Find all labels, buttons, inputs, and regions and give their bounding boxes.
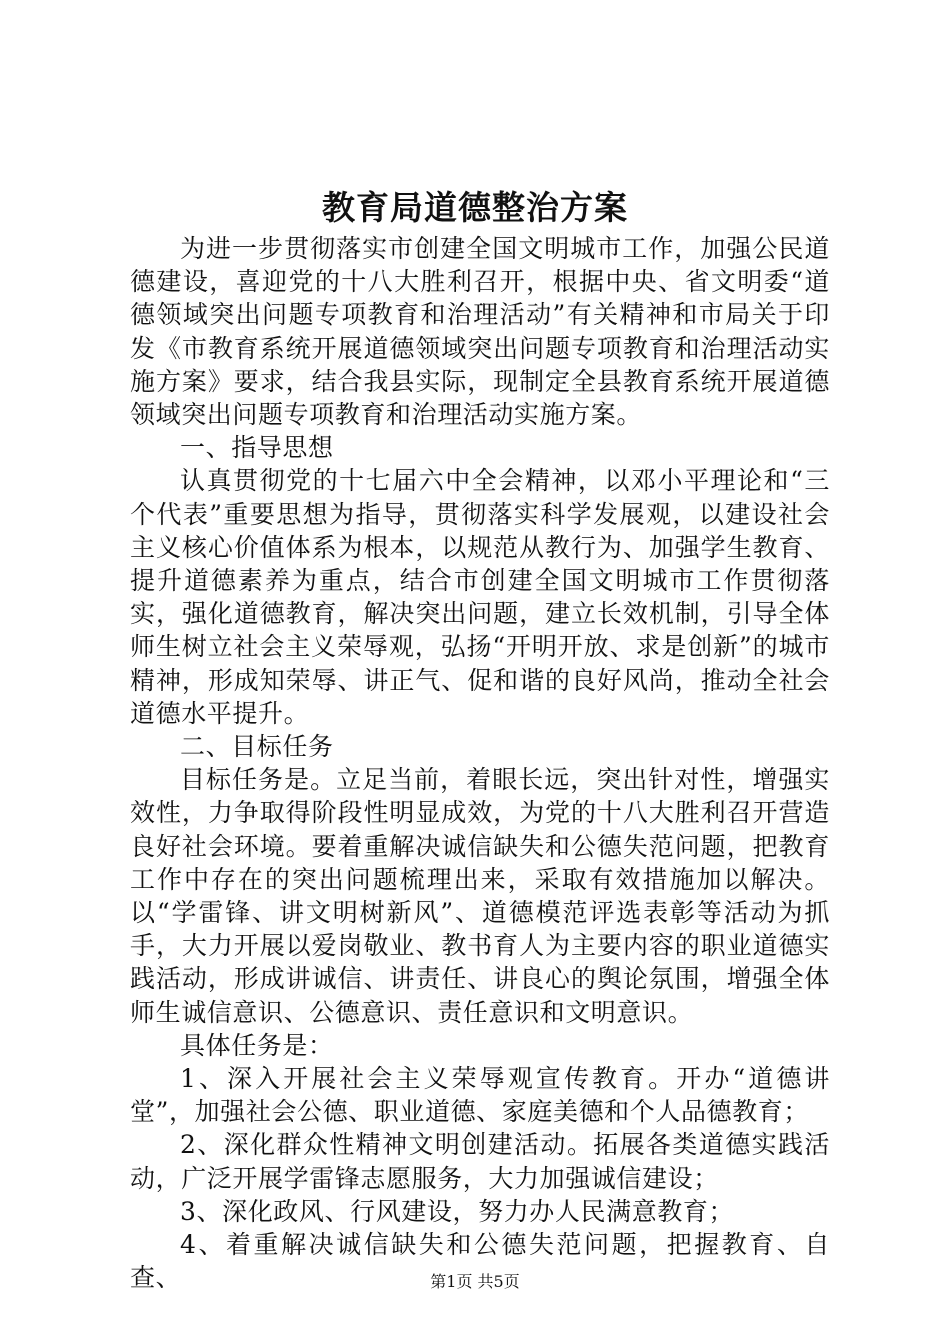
task-item-1: 1、深入开展社会主义荣辱观宣传教育。开办“道德讲堂”，加强社会公德、职业道德、家庭美德和个人品德教育； bbox=[130, 1064, 830, 1127]
specific-tasks-heading: 具体任务是： bbox=[180, 1030, 334, 1060]
task-item-4: 4、着重解决诚信缺失和公德失范问题，把握教育、自查、 bbox=[130, 1230, 830, 1293]
section-heading-goals-tasks: 二、目标任务 bbox=[180, 732, 334, 762]
document-title: 教育局道德整治方案 bbox=[322, 188, 628, 227]
section-heading-guiding-ideology: 一、指导思想 bbox=[180, 433, 334, 463]
intro-paragraph: 为进一步贯彻落实市创建全国文明城市工作，加强公民道德建设，喜迎党的十八大胜利召开，根据中央、省文明委“道德领域突出问题专项教育和治理活动”有关精神和市局关于印发《市教育系统开展道德领域突出问题专项教育和治理活动实施方案》要求，结合我县实际，现制定全县教育系统开展道德领域突出问题专项教育和治理活动实施方案。 bbox=[130, 234, 830, 430]
document-body bbox=[130, 232, 830, 1295]
page-footer: 第1页 共5页 bbox=[430, 1272, 520, 1291]
task-item-3: 3、深化政风、行风建设，努力办人民满意教育； bbox=[180, 1196, 735, 1226]
goals-paragraph: 目标任务是。立足当前，着眼长远，突出针对性，增强实效性，力争取得阶段性明显成效，为党的十八大胜利召开营造良好社会环境。要着重解决诚信缺失和公德失范问题，把教育工作中存在的突出问题梳理出来，采取有效措施加以解决。以“学雷锋、讲文明树新风”、道德模范评选表彰等活动为抓手，大力开展以爱岗敬业、教书育人为主要内容的职业道德实践活动，形成讲诚信、讲责任、讲良心的舆论氛围，增强全体师生诚信意识、公德意识、责任意识和文明意识。 bbox=[130, 765, 830, 1027]
task-item-2: 2、深化群众性精神文明创建活动。拓展各类道德实践活动，广泛开展学雷锋志愿服务，大力加强诚信建设； bbox=[130, 1130, 830, 1193]
guiding-ideology-paragraph: 认真贯彻党的十七届六中全会精神，以邓小平理论和“三个代表”重要思想为指导，贯彻落实科学发展观，以建设社会主义核心价值体系为根本，以规范从教行为、加强学生教育、提升道德素养为重点，结合市创建全国文明城市工作贯彻落实，强化道德教育，解决突出问题，建立长效机制，引导全体师生树立社会主义荣辱观，弘扬“开明开放、求是创新”的城市精神，形成知荣辱、讲正气、促和谐的良好风尚，推动全社会道德水平提升。 bbox=[130, 466, 830, 728]
